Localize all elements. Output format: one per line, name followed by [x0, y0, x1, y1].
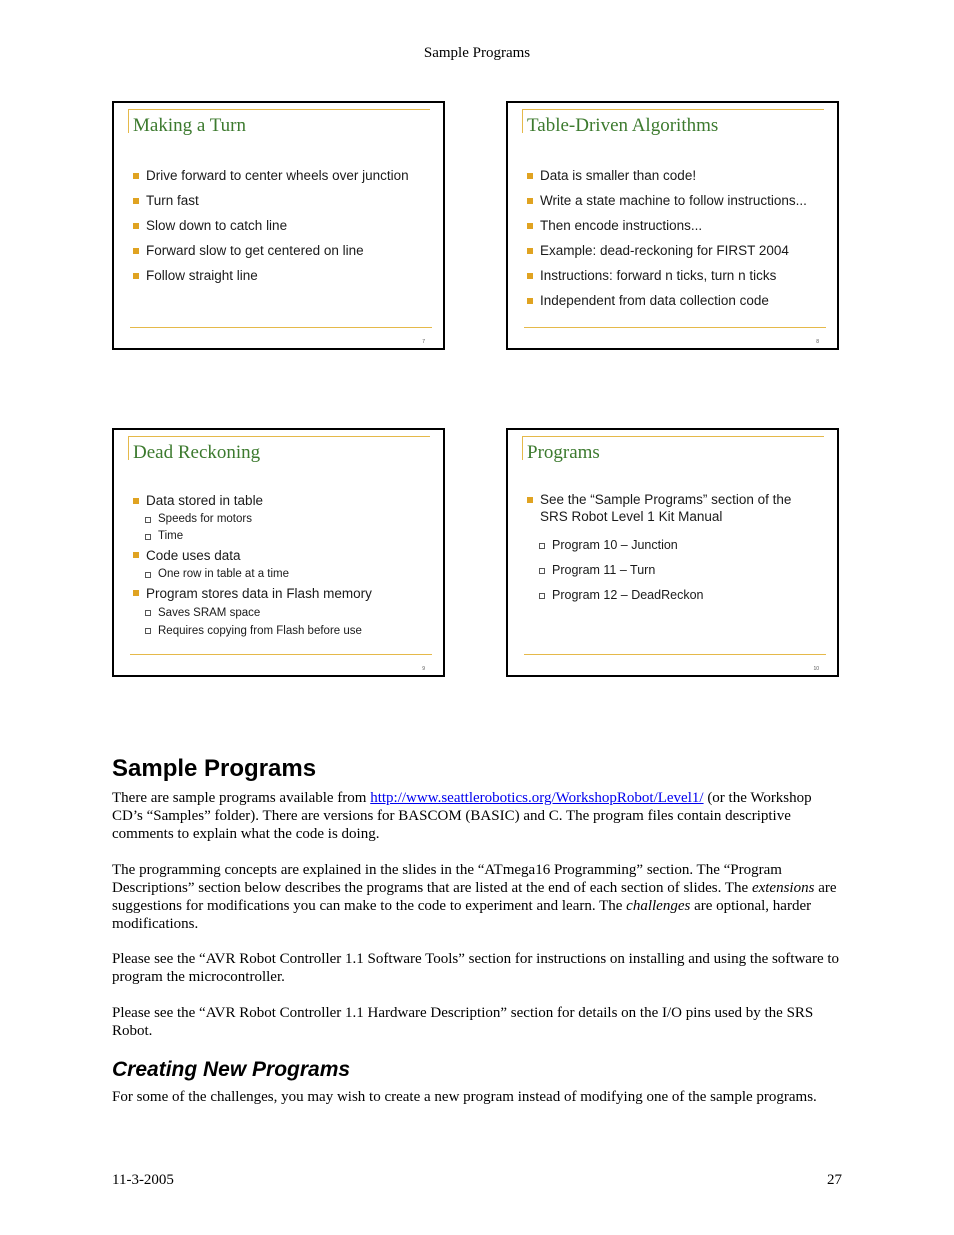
- slide-dead-reckoning: [112, 428, 445, 677]
- slide-bullet-list: [132, 491, 432, 640]
- slide-accent-line: [522, 109, 523, 133]
- footer-date: 11-3-2005: [112, 1172, 174, 1188]
- bullet-item: Slow down to catch line: [132, 213, 432, 238]
- slide-bullet-list: [526, 491, 826, 608]
- slide-programs: [506, 428, 839, 677]
- slide-number: 9: [422, 666, 425, 672]
- section-heading: Sample Programs: [112, 755, 317, 782]
- square-bullet-icon: [133, 498, 139, 504]
- paragraph: For some of the challenges, you may wish to create a new program instead of modifying one of the sample programs.: [112, 1089, 817, 1105]
- hollow-square-bullet-icon: [539, 593, 545, 599]
- bullet-item: Write a state machine to follow instructions...: [526, 188, 826, 213]
- sub-bullet-item: Program 11 – Turn: [526, 558, 826, 583]
- sub-bullet-item: Program 12 – DeadReckon: [526, 583, 826, 608]
- square-bullet-icon: [133, 173, 139, 179]
- sub-bullet-item: Time: [132, 528, 432, 545]
- bullet-item: Forward slow to get centered on line: [132, 238, 432, 263]
- bullet-item: Example: dead-reckoning for FIRST 2004: [526, 238, 826, 263]
- sub-bullet-item: Program 10 – Junction: [526, 533, 826, 558]
- hollow-square-bullet-icon: [539, 543, 545, 549]
- square-bullet-icon: [527, 198, 533, 204]
- samples-link[interactable]: http://www.seattlerobotics.org/WorkshopRobot/Level1/: [370, 790, 704, 806]
- slide-accent-line: [128, 109, 430, 110]
- subsection-heading: Creating New Programs: [112, 1058, 351, 1081]
- slide-accent-line: [522, 436, 523, 460]
- square-bullet-icon: [133, 273, 139, 279]
- slide-footer-line: [130, 654, 432, 655]
- bullet-item: Turn fast: [132, 188, 432, 213]
- paragraph: There are sample programs available from http://www.seattlerobotics.org/WorkshopRobot/Level1/ (or the Workshop CD’s “Samples” folder). There are versions for BASCOM (BASIC) and C. The program files contain descriptive comments to explain what the code is doing.: [112, 790, 812, 842]
- square-bullet-icon: [527, 298, 533, 304]
- slide-table-driven-algorithms: [506, 101, 839, 350]
- bullet-item: Drive forward to center wheels over junction: [132, 163, 432, 188]
- slide-bullet-list: [132, 163, 432, 288]
- bullet-item: Program stores data in Flash memory: [132, 583, 432, 604]
- slide-footer-line: [524, 654, 826, 655]
- slide-number: 8: [816, 339, 819, 345]
- square-bullet-icon: [133, 223, 139, 229]
- slide-title: Table-Driven Algorithms: [527, 115, 719, 136]
- bullet-item: Instructions: forward n ticks, turn n ticks: [526, 263, 826, 288]
- sub-bullet-item: Speeds for motors: [132, 511, 432, 528]
- square-bullet-icon: [527, 173, 533, 179]
- bullet-item: Follow straight line: [132, 263, 432, 288]
- slide-number: 7: [422, 339, 425, 345]
- square-bullet-icon: [133, 590, 139, 596]
- bullet-item: Independent from data collection code: [526, 288, 826, 313]
- slide-title: Programs: [527, 442, 600, 463]
- slide-bullet-list: [526, 163, 826, 313]
- slide-footer-line: [524, 327, 826, 328]
- bullet-item: Data stored in table: [132, 491, 432, 511]
- hollow-square-bullet-icon: [145, 628, 151, 634]
- bullet-item: Data is smaller than code!: [526, 163, 826, 188]
- hollow-square-bullet-icon: [539, 568, 545, 574]
- square-bullet-icon: [133, 248, 139, 254]
- square-bullet-icon: [527, 273, 533, 279]
- paragraph: Please see the “AVR Robot Controller 1.1 Hardware Description” section for details on the I/O pins used by the SRS Robot.: [112, 1005, 814, 1039]
- square-bullet-icon: [527, 248, 533, 254]
- slide-accent-line: [128, 436, 430, 437]
- slide-footer-line: [130, 327, 432, 328]
- slide-title: Making a Turn: [133, 115, 246, 136]
- square-bullet-icon: [527, 223, 533, 229]
- slide-accent-line: [522, 109, 824, 110]
- bullet-item: Code uses data: [132, 545, 432, 566]
- sub-bullet-item: Requires copying from Flash before use: [132, 622, 432, 640]
- paragraph: The programming concepts are explained in the slides in the “ATmega16 Programming” section. The “Program Descriptions” section below describes the programs that are listed at the end of each section of slides. The extensions are suggestions for modifications you can make to the code to experiment and learn. The challenges are optional, harder modifications.: [112, 862, 837, 932]
- slide-making-a-turn: [112, 101, 445, 350]
- bullet-item: Then encode instructions...: [526, 213, 826, 238]
- footer-page-number: 27: [827, 1172, 842, 1188]
- bullet-item-continuation: SRS Robot Level 1 Kit Manual: [540, 509, 723, 524]
- square-bullet-icon: [133, 552, 139, 558]
- hollow-square-bullet-icon: [145, 572, 151, 578]
- hollow-square-bullet-icon: [145, 610, 151, 616]
- slide-accent-line: [128, 436, 129, 460]
- bullet-item: See the “Sample Programs” section of the: [526, 491, 826, 508]
- slide-title: Dead Reckoning: [133, 442, 261, 463]
- square-bullet-icon: [527, 497, 533, 503]
- slide-accent-line: [128, 109, 129, 133]
- page-header: Sample Programs: [423, 45, 531, 61]
- sub-bullet-item: Saves SRAM space: [132, 604, 432, 622]
- paragraph: Please see the “AVR Robot Controller 1.1 Software Tools” section for instructions on installing and using the software to program the microcontroller.: [112, 951, 840, 985]
- hollow-square-bullet-icon: [145, 534, 151, 540]
- slide-accent-line: [522, 436, 824, 437]
- hollow-square-bullet-icon: [145, 517, 151, 523]
- slide-number: 10: [813, 666, 819, 672]
- sub-bullet-item: One row in table at a time: [132, 566, 432, 583]
- square-bullet-icon: [133, 198, 139, 204]
